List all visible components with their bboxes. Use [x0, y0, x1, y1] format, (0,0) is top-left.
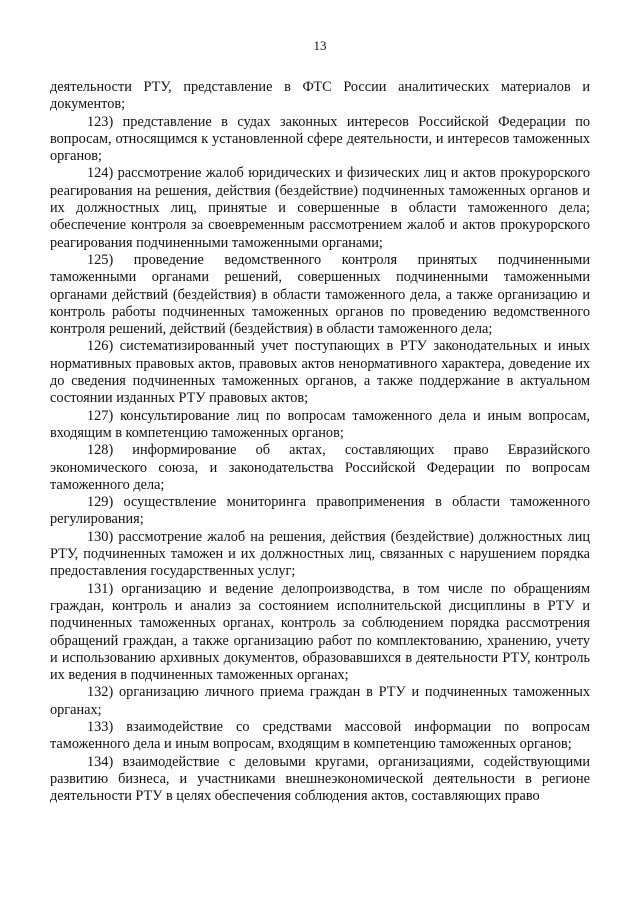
paragraph-item-128: 128) информирование об актах, составляющих право Евразийского экономического союза, и законодательства Российской Федерации по вопросам таможенного дела;: [50, 442, 590, 493]
paragraph-item-134: 134) взаимодействие с деловыми кругами, организациями, содействующими развитию бизнеса, и участниками внешнеэкономической деятельности в регионе деятельности РТУ в целях обеспечения соблюдения актов, составляющих право: [50, 753, 590, 805]
paragraph-item-126: 126) систематизированный учет поступающих в РТУ законодательных и иных нормативных правовых актов, правовых актов ненормативного характера, доведение их до сведения подчиненных таможенных органов, а также поддержание в актуальном состоянии изданных РТУ правовых актов;: [50, 338, 590, 407]
paragraph-item-132: 132) организацию личного приема граждан в РТУ и подчиненных таможенных органах;: [50, 684, 590, 718]
paragraph-item-129: 129) осуществление мониторинга правоприменения в области таможенного регулирования;: [50, 494, 590, 528]
paragraph-continuation: деятельности РТУ, представление в ФТС России аналитических материалов и документов;: [50, 79, 590, 113]
paragraph-item-133: 133) взаимодействие со средствами массовой информации по вопросам таможенного дела и иным вопросам, входящим в компетенцию таможенных органов;: [50, 718, 590, 753]
paragraph-item-130: 130) рассмотрение жалоб на решения, действия (бездействие) должностных лиц РТУ, подчиненных таможен и их должностных лиц, связанных с нарушением порядка предоставления государственных услуг;: [50, 528, 590, 580]
document-body: [50, 79, 590, 805]
paragraph-item-123: 123) представление в судах законных интересов Российской Федерации по вопросам, относящимся к установленной сфере деятельности, и интересов таможенных органов;: [50, 113, 590, 165]
page-number: 13: [313, 38, 327, 53]
paragraph-item-125: 125) проведение ведомственного контроля принятых подчиненными таможенными органами решений, совершенных подчиненными таможенными органами действий (бездействия) в области таможенного дела, а также организацию и контроль работы подчиненных таможенных органов по проведению ведомственного контроля решений, действий (бездействия) в области таможенного дела;: [50, 251, 590, 338]
paragraph-item-131: 131) организацию и ведение делопроизводства, в том числе по обращениям граждан, контроль и анализ за состоянием исполнительской дисциплины в РТУ и подчиненных таможенных органах, контроль за соблюдением порядка рассмотрения обращений граждан, а также организацию работ по комплектованию, хранению, учету и использованию архивных документов, образовавшихся в деятельности РТУ, контроль их ведения в подчиненных таможенных органах;: [50, 580, 590, 684]
paragraph-item-127: 127) консультирование лиц по вопросам таможенного дела и иным вопросам, входящим в компетенцию таможенных органов;: [50, 407, 590, 441]
paragraph-item-124: 124) рассмотрение жалоб юридических и физических лиц и актов прокурорского реагирования на решения, действия (бездействие) подчиненных таможенных органов и их должностных лиц, принятые и совершенные в области таможенного дела; обеспечение контроля за своевременным рассмотрением жалоб и актов прокурорского реагирования подчиненными таможенными органами;: [50, 165, 590, 251]
